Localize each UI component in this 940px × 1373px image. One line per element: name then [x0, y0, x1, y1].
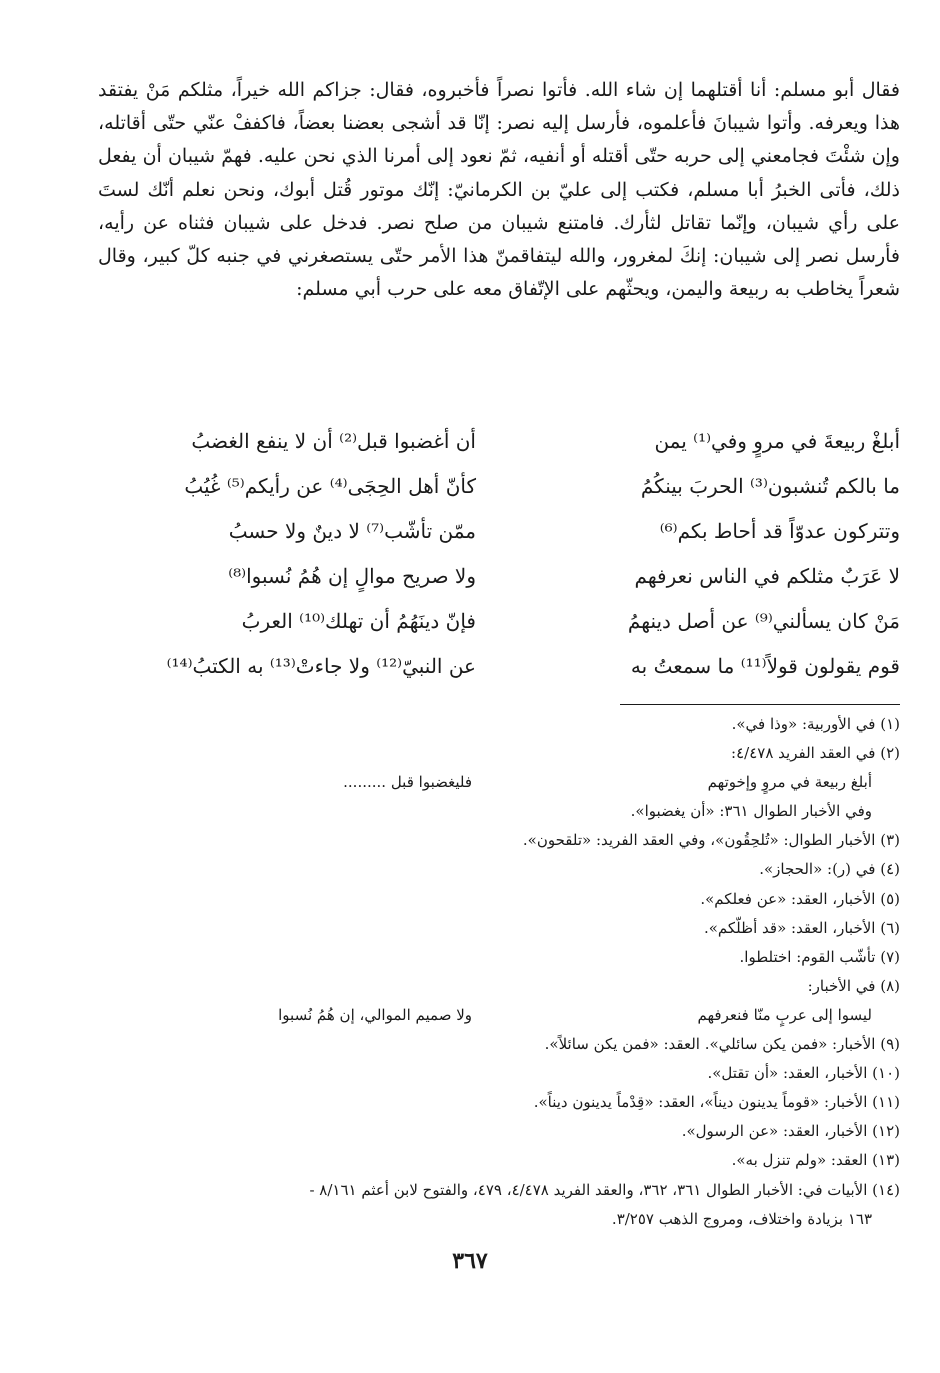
main-text [98, 74, 900, 306]
footnote-5: (٥) الأخبار، العقد: «عن فعلكم». [700, 889, 900, 908]
footnote-2-continuation: وفي الأخبار الطوال ٣٦١: «أن يغضبوا». [630, 802, 872, 821]
verse-3-second-hemistich: ممّن تأشّب⁽⁷⁾ لا دينٌ ولا حسبُ [228, 518, 476, 543]
footnote-13: (١٣) العقد: «ولم تنزل به». [731, 1151, 900, 1170]
footnote-9: (٩) الأخبار: «فمن يكن سائلي». العقد: «فمن يكن سائلاً». [544, 1035, 900, 1054]
verse-1-second-hemistich: أن أغضبوا قبل⁽²⁾ أن لا ينفع الغضبُ [191, 428, 476, 453]
footnote-2-verse-first: أبلغ ربيعة في مروٍ وإخوتهم [707, 773, 872, 792]
footnote-2: (٢) في العقد الفريد ٤/٤٧٨: [731, 744, 900, 763]
footnote-4: (٤) في (ر): «الحجاز». [759, 860, 900, 879]
verse-2-first-hemistich: ما بالكم تُنشبون⁽³⁾ الحربَ بينكُمُ [640, 473, 900, 498]
verse-5 [98, 598, 900, 643]
verse-1 [98, 418, 900, 463]
verse-2-second-hemistich: كأنّ أهل الحِجَى⁽⁴⁾ عن رأيكم⁽⁵⁾ غُيُبُ [184, 473, 476, 498]
verse-6-second-hemistich: عن النبيّ⁽¹²⁾ ولا جاءتْ⁽¹³⁾ به الكتبُ⁽¹⁴⁾ [166, 653, 476, 678]
verse-5-first-hemistich: مَنْ كان يسألني⁽⁹⁾ عن أصل دينهمُ [627, 608, 900, 633]
verse-3 [98, 508, 900, 553]
footnote-8-verse-first: ليسوا إلى عربٍ منّا فنعرفهم [697, 1005, 872, 1024]
page-number: ٣٦٧ [452, 1248, 488, 1274]
footnote-2-verse [98, 768, 900, 797]
verse-5-second-hemistich: فإنّ دينَهُمُ أن تهلك⁽¹⁰⁾ العربُ [241, 608, 476, 633]
footnote-3: (٣) الأخبار الطوال: «تُلحِقُون»، وفي العقد الفريد: «تلقحون». [522, 831, 900, 850]
footnote-7: (٧) تأشّب القوم: اختلطوا. [739, 947, 900, 966]
verse-4-first-hemistich: لا عَرَبٌ مثلكم في الناس نعرفهم [634, 563, 900, 588]
footnotes [98, 710, 900, 1234]
footnote-separator [620, 704, 900, 705]
verse-2 [98, 463, 900, 508]
poem [98, 418, 900, 688]
footnote-2-verse-second: فليغضبوا قبل ......... [343, 773, 472, 792]
footnote-6: (٦) الأخبار، العقد: «قد أظلّكم». [703, 918, 900, 937]
verse-6 [98, 643, 900, 688]
footnote-14-continuation: ١٦٣ بزيادة واختلاف، ومروج الذهب ٣/٢٥٧. [611, 1209, 872, 1228]
footnote-10: (١٠) الأخبار، العقد: «أن تقتل». [707, 1064, 900, 1083]
paragraph: فقال أبو مسلم: أنا أقتلهما إن شاء الله. فأتوا نصراً فأخبروه، فقال: جزاكم الله خيراً، مثلكم مَنْ يفتقد هذا ويعرفه. وأتوا شيبانَ فأعلموه، فأرسل إليه نصر: إنّا قد أشجى بعضنا بعضاً، فاكففْ عنّي حتّى أقاتله، وإن شئْتَ فجامعني إلى حربه حتّى أقتله أو أنفيه، ثمّ نعود إلى أمرنا الذي نحن عليه. فهمّ شيبان أن يفعل ذلك، فأتى الخبرُ أبا مسلم، فكتب إلى عليّ بن الكرمانيّ: إنّك موتور قُتل أبوك، ونحن نعلم أنّك لستَ على رأي شيبان، وإنّما تقاتل لثأرك. فامتنع شيبان من صلح نصر. فدخل على شيبان فثناه عن رأيه، فأرسل نصر إلى شيبان: إنكَ لمغرور، والله ليتفاقمنّ هذا الأمر حتّى يستصغرني في جنبه كلّ كبير، وقال شعراً يخاطب به ربيعة واليمن، ويحثّهم على الإتّفاق معه على حرب أبي مسلم: [98, 79, 900, 301]
verse-4-second-hemistich: ولا صريح موالٍ إن هُمُ نُسبوا⁽⁸⁾ [228, 563, 476, 588]
footnote-8-verse [98, 1001, 900, 1030]
footnote-12: (١٢) الأخبار، العقد: «عن الرسول». [681, 1122, 900, 1141]
footnote-1: (١) في الأوربية: «وذا في». [731, 715, 900, 733]
footnote-8: (٨) في الأخبار: [807, 976, 900, 995]
verse-4 [98, 553, 900, 598]
verse-3-first-hemistich: وتتركون عدوّاً قد أحاط بكم⁽⁶⁾ [659, 518, 900, 543]
verse-1-first-hemistich: أبلغْ ربيعةَ في مروٍ وفي⁽¹⁾ يمن [654, 428, 900, 453]
footnote-8-verse-second: ولا صميم الموالي، إن هُمُ نُسبوا [278, 1005, 472, 1024]
footnote-14: (١٤) الأبيات في: الأخبار الطوال ٣٦١، ٣٦٢، والعقد الفريد ٤/٤٧٨، ٤٧٩، والفتوح لابن أعثم ٨/١٦١ - [309, 1180, 900, 1199]
verse-6-first-hemistich: قوم يقولون قولاً⁽¹¹⁾ ما سمعتُ به [630, 653, 900, 678]
footnote-11: (١١) الأخبار: «قوماً يدينون ديناً»، العقد: «قِدْماً يدينون ديناً». [533, 1093, 900, 1112]
